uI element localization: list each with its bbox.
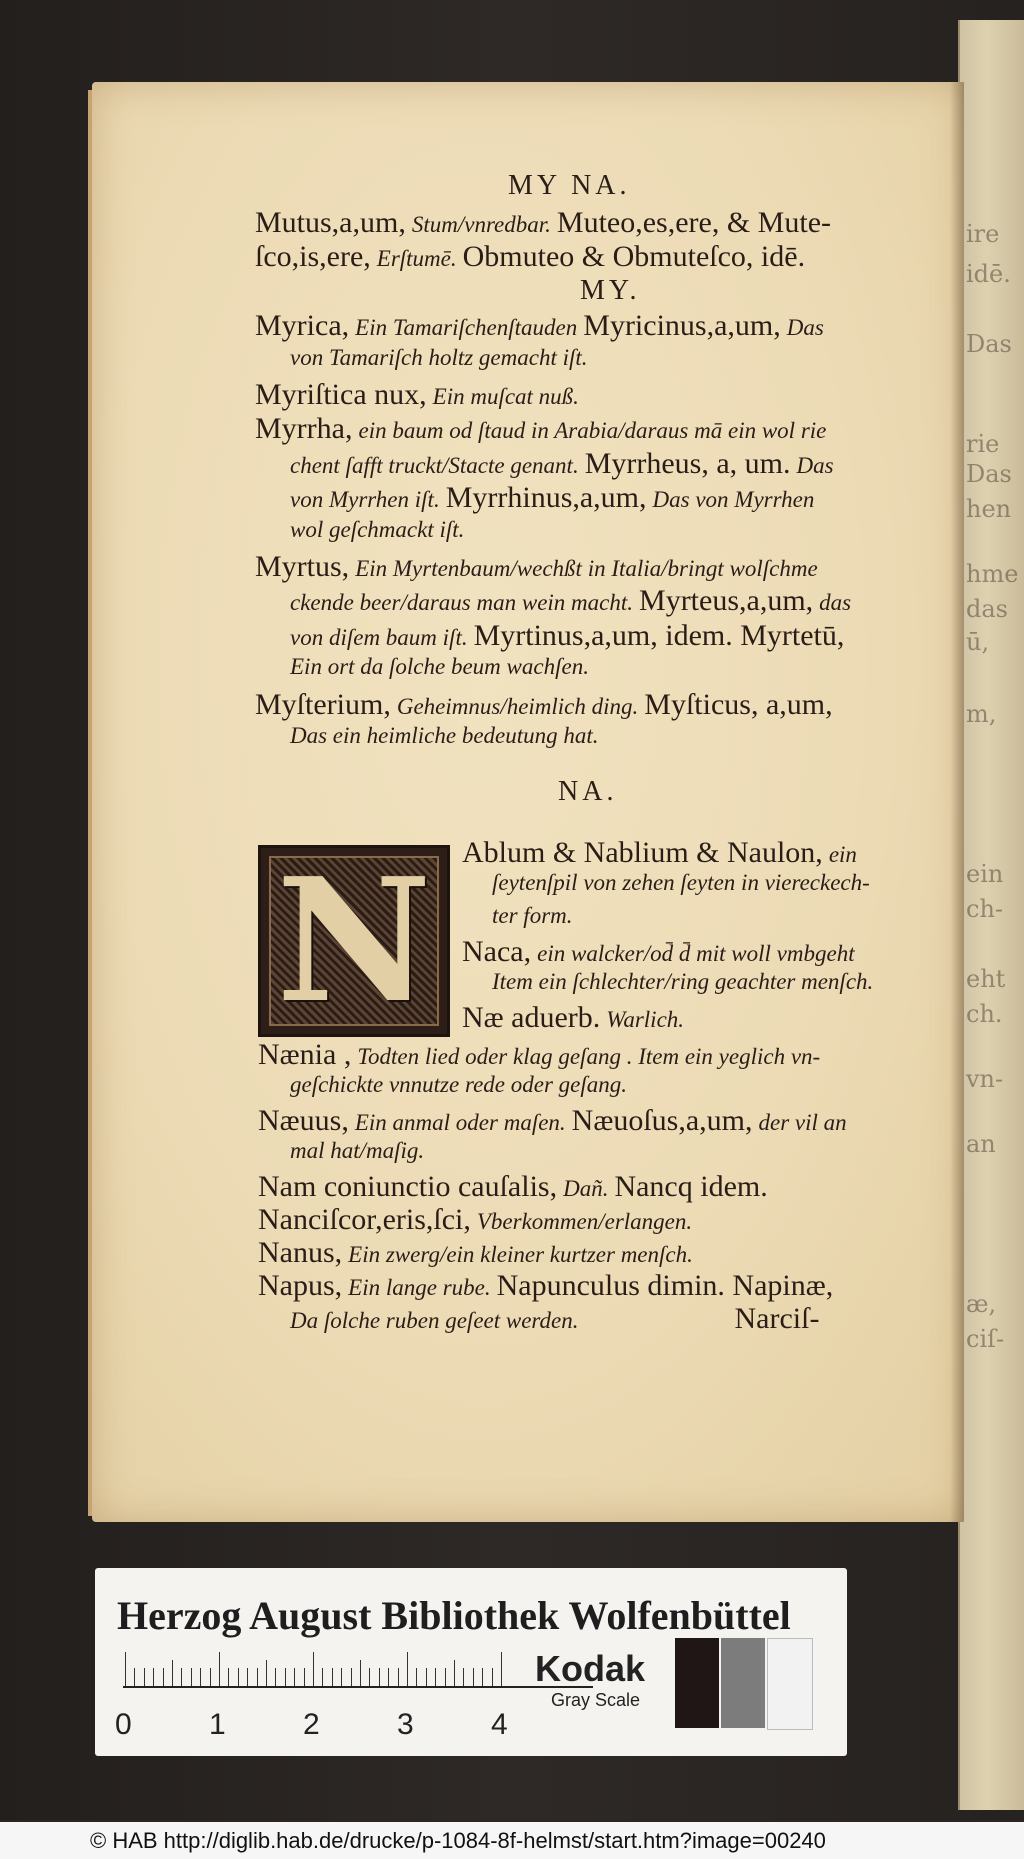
entry-line — [290, 618, 850, 652]
ruler-tick — [407, 1652, 408, 1686]
entry-headword: Myrrha, — [255, 412, 353, 446]
ruler-tick — [228, 1668, 229, 1686]
entry-gloss: Ein ort da ſolche beum wachſen. — [290, 654, 589, 680]
entry-line — [290, 586, 857, 616]
ruler — [123, 1686, 593, 1688]
entry-line — [290, 483, 820, 513]
na-entry-line — [290, 1139, 430, 1162]
ruler-tick — [285, 1668, 286, 1686]
ruler-tick — [492, 1668, 493, 1686]
next-page-fragment: vn- — [966, 1065, 1004, 1093]
na-gloss: ein — [828, 842, 857, 867]
ruler-tick — [191, 1668, 192, 1686]
ruler-tick — [341, 1668, 342, 1686]
entry-gloss: Ein Myrtenbaum/wechßt in Italia/bringt wolſchme — [355, 556, 818, 581]
entry-headword: Myrica, — [255, 309, 350, 343]
next-page-fragment: rie — [966, 430, 1000, 458]
entry-gloss: wol geſchmackt iſt. — [290, 516, 465, 542]
footer-bar — [0, 1822, 1024, 1859]
ruler-tick — [501, 1652, 502, 1686]
na-entry-line — [258, 1040, 826, 1070]
entry-gloss: von Tamariſch holtz gemacht iſt. — [290, 344, 588, 370]
entry-line — [255, 242, 811, 272]
entry-gloss: von Myrrhen iſt. — [290, 487, 440, 513]
ruler-tick — [304, 1668, 305, 1686]
na-headword: Naca, — [462, 935, 532, 968]
entry-gloss: Stum/vnredbar. — [411, 212, 551, 237]
na-entry-line — [258, 1238, 699, 1268]
initial-letter: N — [276, 841, 432, 1041]
next-page-fragment: eht — [966, 965, 1006, 993]
ruler-tick — [332, 1668, 333, 1686]
ruler-tick — [275, 1668, 276, 1686]
ruler-number-2: 2 — [303, 1708, 320, 1741]
decorated-initial — [258, 841, 450, 1041]
gray-patch-black — [675, 1638, 719, 1728]
next-page-fragment: ch- — [966, 895, 1004, 923]
ruler-tick — [219, 1652, 220, 1686]
na-entry-line — [290, 1304, 825, 1334]
ruler-tick — [360, 1660, 361, 1686]
na-headword: Næuus, — [258, 1104, 349, 1137]
na-headword: Nænia , — [258, 1038, 352, 1071]
color-target-card — [95, 1568, 847, 1756]
entry-gloss: Geheimnus/heimlich ding. — [396, 693, 639, 719]
entry-headword: Obmuteo & Obmuteſco, idē. — [462, 240, 806, 274]
na-headword: Nam coniunctio cauſalis, — [258, 1170, 558, 1203]
next-page-fragment: ch. — [966, 1000, 1003, 1028]
next-page-fragment: hen — [966, 495, 1012, 523]
na-gloss: der vil an — [758, 1110, 847, 1135]
entry-headword: Muteo,es,ere, & Mute- — [556, 206, 831, 239]
entry-line — [290, 518, 470, 541]
na-entry-line — [258, 1205, 698, 1235]
ruler-tick — [435, 1668, 436, 1686]
next-page-fragment: an — [966, 1130, 996, 1158]
entry-line — [255, 552, 824, 582]
entry-headword: Myriſtica nux, — [255, 378, 427, 411]
entry-headword: Myrtus, — [255, 550, 350, 583]
na-gloss: Dañ. — [563, 1176, 609, 1201]
na-headword: Næ aduerb. — [462, 1001, 601, 1034]
na-gloss: Item ein ſchlechter/ring geachter menſch. — [492, 969, 874, 994]
ruler-tick — [144, 1668, 145, 1686]
ruler-tick — [351, 1668, 352, 1686]
entry-line — [255, 687, 839, 721]
ruler-tick — [257, 1668, 258, 1686]
na-entry-line — [258, 1106, 853, 1136]
ruler-number-0: 0 — [115, 1708, 132, 1741]
na-gloss: Todten lied oder klag geſang . Item ein yeglich vn- — [357, 1044, 821, 1069]
entry-line — [290, 446, 840, 480]
ruler-tick — [313, 1652, 314, 1686]
section-heading-na: NA. — [558, 776, 618, 807]
entry-headword: Myſticus, a,um, — [644, 687, 833, 721]
na-entry-line — [462, 838, 863, 868]
next-page-fragment: ū, — [966, 628, 990, 656]
na-entry-line — [258, 1172, 774, 1202]
ruler-tick — [398, 1668, 399, 1686]
ruler-tick — [463, 1668, 464, 1686]
entry-section-heading: MY. — [580, 274, 641, 306]
ruler-tick — [379, 1668, 380, 1686]
na-gloss: Vberkommen/erlangen. — [476, 1209, 693, 1234]
ruler-tick — [416, 1668, 417, 1686]
na-entry-line — [492, 904, 579, 927]
next-page-fragment: ein — [966, 860, 1004, 888]
entry-gloss: Das ein heimliche bedeutung hat. — [290, 723, 599, 748]
na-entry-line — [492, 871, 876, 894]
entry-line — [290, 346, 594, 369]
next-page-fragment: m, — [966, 700, 997, 728]
next-page-fragment: ire — [966, 220, 1000, 248]
na-gloss: Ein anmal oder maſen. — [354, 1110, 566, 1135]
kodak-logo: Kodak — [535, 1648, 646, 1689]
gray-patch-white — [767, 1638, 813, 1730]
ruler-number-4: 4 — [491, 1708, 508, 1741]
ruler-tick — [294, 1668, 295, 1686]
ruler-tick — [134, 1668, 135, 1686]
ruler-tick — [445, 1668, 446, 1686]
na-gloss: geſchickte vnnutze rede oder geſang. — [290, 1072, 627, 1097]
entry-gloss: Erſtumē. — [376, 246, 457, 272]
ruler-tick — [210, 1668, 211, 1686]
next-page-fragment: ciſ- — [966, 1325, 1005, 1353]
ruler-tick — [388, 1668, 389, 1686]
na-gloss: Ein lange rube. — [348, 1275, 491, 1300]
ruler-tick — [247, 1668, 248, 1686]
page-gutter — [950, 82, 964, 1522]
ruler-tick — [125, 1652, 126, 1686]
gray-scale-label: Gray Scale — [551, 1690, 641, 1710]
entry-headword: Myrrhinus,a,um, — [445, 481, 647, 515]
entry-headword: Myrtinus,a,um, idem. Myrtetū, — [473, 618, 845, 652]
entry-line — [580, 274, 647, 306]
running-header: MY NA. — [508, 170, 631, 201]
next-page-fragment: æ, — [966, 1290, 997, 1318]
na-headword: Nancq idem. — [614, 1170, 768, 1203]
next-page-fragment: das — [966, 595, 1008, 623]
na-headword: Napunculus dimin. Napinæ, — [496, 1269, 834, 1302]
entry-headword: ſco,is,ere, — [255, 240, 371, 274]
entry-gloss: ein baum od ſtaud in Arabia/daraus mā ein wol rie — [358, 418, 827, 444]
entry-gloss: das — [819, 590, 852, 616]
entry-line — [255, 380, 585, 410]
ruler-tick — [473, 1668, 474, 1686]
ruler-number-1: 1 — [209, 1708, 226, 1741]
entry-gloss: chent ſafft truckt/Stacte genant. — [290, 452, 579, 478]
entry-line — [290, 655, 595, 678]
library-name: Herzog August Bibliothek Wolfenbüttel — [117, 1593, 791, 1638]
na-headword: Nanciſcor,eris,ſci, — [258, 1203, 471, 1236]
na-gloss: ſeytenſpil von zehen ſeyten in viereckech- — [492, 870, 870, 895]
ruler-tick — [200, 1668, 201, 1686]
entry-gloss: Ein Tamariſchenſtauden — [355, 315, 578, 341]
entry-gloss: Das von Myrrhen — [652, 487, 815, 513]
ruler-tick — [153, 1668, 154, 1686]
ruler-tick — [426, 1668, 427, 1686]
next-page-edge — [958, 20, 1024, 1810]
na-headword: Napus, — [258, 1269, 343, 1302]
entry-line — [255, 311, 830, 341]
na-headword: Næuoſus,a,um, — [571, 1104, 753, 1137]
entry-gloss: von diſem baum iſt. — [290, 624, 468, 650]
entry-gloss: Ein muſcat nuß. — [432, 384, 579, 409]
na-entry-line — [462, 1003, 690, 1033]
ruler-number-3: 3 — [397, 1708, 414, 1741]
ruler-tick — [181, 1668, 182, 1686]
entry-headword: Myrrheus, a, um. — [584, 446, 791, 480]
na-gloss: Warlich. — [606, 1007, 685, 1032]
entry-gloss: Das — [796, 452, 834, 478]
entry-line — [255, 414, 832, 444]
next-page-fragment: Das — [966, 460, 1012, 488]
na-entry-line — [492, 970, 879, 993]
entry-headword: Myſterium, — [255, 687, 391, 721]
entry-headword: Myrteus,a,um, — [639, 584, 814, 618]
na-entry-line — [290, 1073, 633, 1096]
ruler-tick — [454, 1660, 455, 1686]
next-page-fragment: hme — [966, 560, 1019, 588]
entry-gloss: Das — [786, 315, 824, 341]
next-page-fragment: idē. — [966, 260, 1011, 288]
footer-credit: © HAB http://diglib.hab.de/drucke/p-1084-8f-helmst/start.htm?image=00240 — [90, 1828, 826, 1853]
na-gloss: Da ſolche ruben geſeet werden. — [290, 1308, 579, 1333]
na-entry-line — [258, 1271, 839, 1301]
na-gloss: Ein zwerg/ein kleiner kurtzer menſch. — [348, 1242, 693, 1267]
ruler-tick — [482, 1668, 483, 1686]
entry-headword: Mutus,a,um, — [255, 206, 406, 239]
entry-gloss: ckende beer/daraus man wein macht. — [290, 590, 634, 616]
ruler-tick — [163, 1668, 164, 1686]
gray-patch-mid — [721, 1638, 765, 1728]
entry-line — [290, 724, 605, 747]
na-gloss: ein walcker/od̄ d̄ mit woll vmbgeht — [537, 941, 855, 966]
ruler-tick — [369, 1668, 370, 1686]
na-headword: Narciſ- — [734, 1302, 820, 1335]
entry-line — [255, 208, 837, 238]
ruler-tick — [322, 1668, 323, 1686]
entry-headword: Myricinus,a,um, — [583, 309, 781, 343]
na-gloss: mal hat/maſig. — [290, 1138, 425, 1163]
na-headword: Ablum & Nablium & Naulon, — [462, 836, 823, 869]
ruler-tick — [266, 1660, 267, 1686]
ruler-tick — [238, 1668, 239, 1686]
ruler-tick — [172, 1660, 173, 1686]
na-entry-line — [462, 937, 861, 967]
na-gloss: ter form. — [492, 903, 573, 928]
next-page-fragment: Das — [966, 330, 1012, 358]
na-headword: Nanus, — [258, 1236, 343, 1269]
